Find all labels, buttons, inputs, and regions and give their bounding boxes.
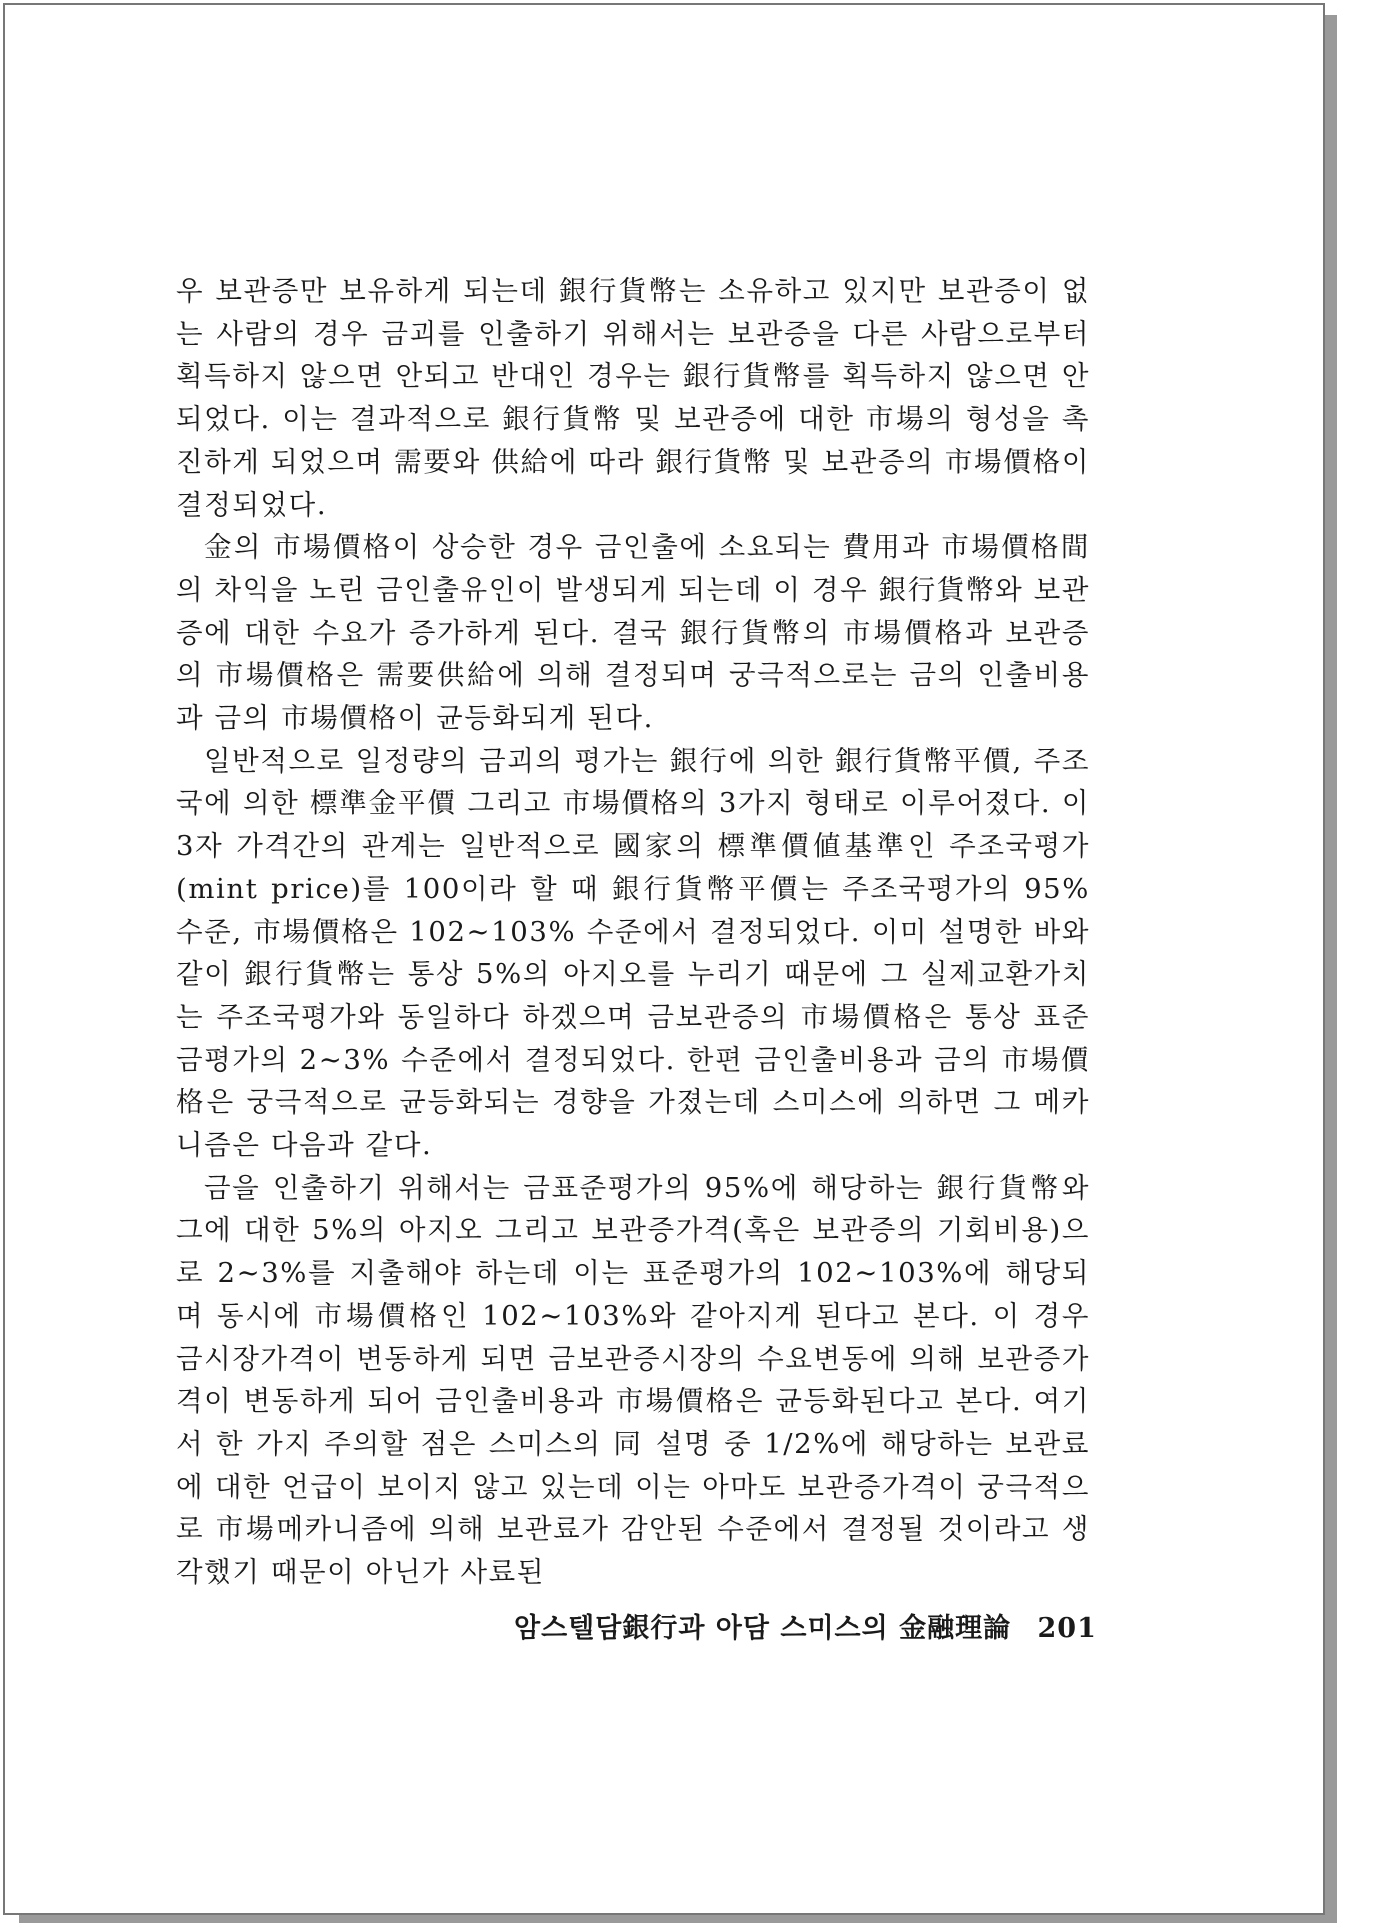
paragraph-3: 일반적으로 일정량의 금괴의 평가는 銀行에 의한 銀行貨幣平價, 주조국에 의한 標準金平價 그리고 市場價格의 3가지 형태로 이루어졌다. 이 3자 가격간의 관계는 일반적으로 國家의 標準價値基準인 주조국평가(mint price)를 100이라 할 때 銀行貨幣平價는 주조국평가의 95% 수준, 市場價格은 102∼103% 수준에서 결정되었다. 이미 설명한 바와 같이 銀行貨幣는 통상 5%의 아지오를 누리기 때문에 그 실제교환가치는 주조국평가와 동일하다 하겠으며 금보관증의 市場價格은 통상 표준금평가의 2∼3% 수준에서 결정되었다. 한편 금인출비용과 금의 市場價格은 궁극적으로 균등화되는 경향을 가졌는데 스미스에 의하면 그 메카니즘은 다음과 같다.	[176, 744, 1090, 1162]
page-footer	[514, 1611, 1097, 1647]
paragraph-2: 金의 市場價格이 상승한 경우 금인출에 소요되는 費用과 市場價格間의 차익을 노린 금인출유인이 발생되게 되는데 이 경우 銀行貨幣와 보관증에 대한 수요가 증가하게 된다. 결국 銀行貨幣의 市場價格과 보관증의 市場價格은 需要供給에 의해 결정되며 궁극적으로는 금의 인출비용과 금의 市場價格이 균등화되게 된다.	[176, 531, 1090, 735]
paragraph-4: 금을 인출하기 위해서는 금표준평가의 95%에 해당하는 銀行貨幣와 그에 대한 5%의 아지오 그리고 보관증가격(혹은 보관증의 기회비용)으로 2∼3%를 지출해야 하는데 이는 표준평가의 102∼103%에 해당되며 동시에 市場價格인 102∼103%와 같아지게 된다고 본다. 이 경우 금시장가격이 변동하게 되면 금보관증시장의 수요변동에 의해 보관증가격이 변동하게 되어 금인출비용과 市場價格은 균등화된다고 본다. 여기서 한 가지 주의할 점은 스미스의 同 설명 중 1/2%에 해당하는 보관료에 대한 언급이 보이지 않고 있는데 이는 아마도 보관증가격이 궁극적으로 市場메카니즘에 의해 보관료가 감안된 수준에서 결정될 것이라고 생각했기 때문이 아닌가 사료된	[176, 1171, 1090, 1589]
paragraph-1: 우 보관증만 보유하게 되는데 銀行貨幣는 소유하고 있지만 보관증이 없는 사람의 경우 금괴를 인출하기 위해서는 보관증을 다른 사람으로부터 획득하지 않으면 안되고 반대인 경우는 銀行貨幣를 획득하지 않으면 안되었다. 이는 결과적으로 銀行貨幣 및 보관증에 대한 市場의 형성을 촉진하게 되었으며 需要와 供給에 따라 銀行貨幣 및 보관증의 市場價格이 결정되었다.	[176, 275, 1090, 521]
page-number: 201	[1037, 1613, 1097, 1644]
body-text	[176, 270, 1090, 1594]
running-title: 암스텔담銀行과 아담 스미스의 金融理論	[514, 1613, 1012, 1644]
